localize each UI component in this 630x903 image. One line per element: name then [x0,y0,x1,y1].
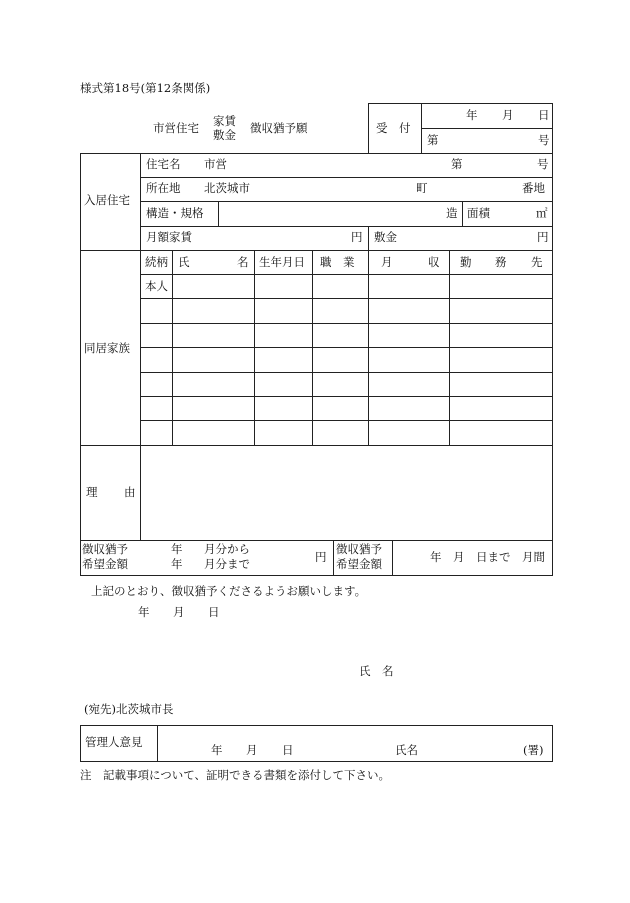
title-prefix: 市営住宅 [153,121,199,135]
deferral-from-year: 年 [171,542,183,556]
manager-opinion-label: 管理人意見 [85,735,143,749]
col-workplace-2: 務 [495,255,507,269]
housing-name-label: 住宅名 [146,157,181,171]
deferral-from-month: 月分から [204,542,250,556]
area-unit: ㎡ [536,206,548,220]
manager-seal: (署) [523,743,544,757]
reception-label: 受 付 [376,121,411,135]
applicant-date-day: 日 [208,605,220,619]
col-birthdate: 生年月日 [259,255,305,269]
col-income-2: 収 [428,255,440,269]
addressee: (宛先)北茨城市長 [84,702,174,716]
reception-number-suffix: 号 [538,133,550,147]
reason-label-1: 理 [86,485,98,499]
deferral-to-month: 月分まで [204,557,250,571]
manager-name-label: 氏名 [395,743,418,757]
reception-number-prefix: 第 [427,133,439,147]
applicant-date-month: 月 [173,605,185,619]
deferral-amount-label-2: 希望金額 [82,557,128,571]
reception-date-year: 年 [466,108,478,122]
deferral-to-year: 年 [171,557,183,571]
title-suffix: 徴収猶予願 [250,121,308,135]
col-name-1: 氏 [178,255,190,269]
col-occupation: 職 業 [320,255,355,269]
deferral-period-label-2: 希望金額 [336,557,382,571]
rent-label: 月額家賃 [146,230,192,244]
deferral-amount-unit: 円 [315,550,327,564]
rent-unit: 円 [351,230,363,244]
applicant-date-year: 年 [138,605,150,619]
title-option-rent: 家賃 [213,114,236,128]
location-value: 北茨城市 [204,181,250,195]
col-income-1: 月 [381,255,393,269]
housing-number-prefix: 第 [451,157,463,171]
family-row-self: 本人 [145,279,168,293]
reception-date-month: 月 [502,108,514,122]
manager-date-day: 日 [282,743,294,757]
deposit-label: 敷金 [374,230,397,244]
family-section-label: 同居家族 [84,341,130,355]
title-option-deposit: 敷金 [213,128,236,142]
col-workplace-3: 先 [531,255,543,269]
reception-date-day: 日 [538,108,550,122]
location-lot: 番地 [522,181,545,195]
manager-date-month: 月 [246,743,258,757]
residence-section-label: 入居住宅 [84,193,130,207]
structure-suffix: 造 [446,206,458,220]
deferral-period-text: 年 月 日まで 月間 [430,550,545,564]
housing-name-value: 市営 [204,157,227,171]
reason-label-2: 由 [124,485,136,499]
footnote: 注 記載事項について、証明できる書類を添付して下さい。 [80,768,391,782]
applicant-name-label: 氏 名 [359,664,394,678]
housing-number-suffix: 号 [537,157,549,171]
request-text: 上記のとおり、徴収猶予くださるようお願いします。 [91,584,367,598]
area-label: 面積 [467,206,490,220]
deferral-period-label-1: 徴収猶予 [336,542,382,556]
manager-date-year: 年 [211,743,223,757]
location-label: 所在地 [146,181,181,195]
deposit-unit: 円 [537,230,549,244]
deferral-amount-label-1: 徴収猶予 [82,542,128,556]
location-town: 町 [416,181,428,195]
col-name-2: 名 [237,255,249,269]
col-workplace-1: 勤 [460,255,472,269]
form-number: 様式第18号(第12条関係) [80,81,211,95]
structure-label: 構造・規格 [146,206,204,220]
col-relation: 続柄 [145,255,168,269]
